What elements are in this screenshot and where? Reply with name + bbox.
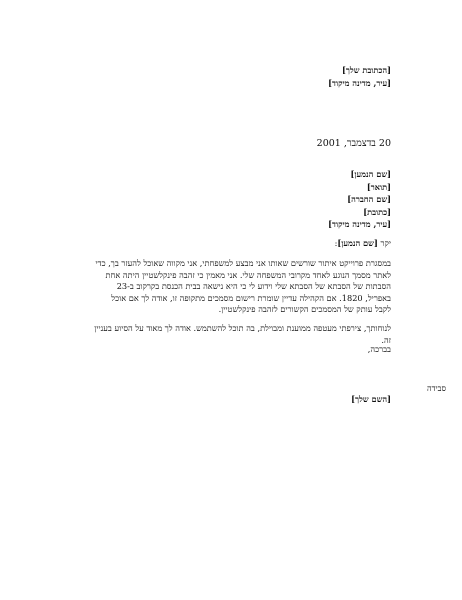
salutation-line [94, 237, 391, 250]
salutation-name: [שם הנמען] [337, 238, 378, 248]
recipient-city-line: [עיר, מדינה מיקוד] [328, 219, 391, 229]
signer-title: סבידה [427, 384, 446, 393]
closing-block [94, 343, 391, 356]
body-paragraph-1 [94, 258, 391, 316]
sender-city-line: [עיר, מדינה מיקוד] [328, 77, 391, 88]
body-paragraph-1-text: במסגרת פרוייקט איתור שורשים שאותו אני מבצע למשפחתי, אני מקווה שאוכל להעזר בך, כדי לאתר מסמך הנוגע לאחד מקרובי המשפחה שלי. אני מאמין כי זהבה פינקלשטיין היתה אחת הסבתות של הסבתא של הסבתא שלי וידוע לי כי היא נישאה בבית הכנסת בקרקוב ב-23 באפריל, 1820. אם הקהילה עדיין שומרת רישום מסמכים מתקופה זו, אודה לך אם אוכל לקבל עותק של המסמכים הקשורים לזהבה פינקלשטיין. [95, 258, 391, 315]
recipient-title: [תואר] [366, 181, 391, 192]
signature-block [94, 393, 391, 406]
date-block [94, 138, 391, 151]
recipient-name: [שם הנמען] [350, 169, 391, 179]
recipient-address: [כתובת] [363, 206, 391, 217]
closing: בברכה, [367, 344, 391, 354]
sender-address: [הכתובת שלך] [342, 65, 391, 75]
sender-block [94, 64, 391, 89]
salutation [94, 237, 391, 250]
salutation-prefix: יקר [377, 238, 391, 248]
signature-name: [השם שלך] [351, 394, 391, 404]
recipient-company: [שם החברה] [347, 194, 391, 204]
body-paragraph-2-text: לנוחותך, צירפתי מעטפה ממוענת ומבוילת, בה תוכל להשתמש. אודה לך מאוד על הסיוע בעניין זה. [94, 323, 391, 345]
letter-date: 20 בדצמבר, 2001 [316, 138, 391, 149]
salutation-suffix: : [334, 238, 338, 248]
recipient-block [94, 168, 391, 231]
